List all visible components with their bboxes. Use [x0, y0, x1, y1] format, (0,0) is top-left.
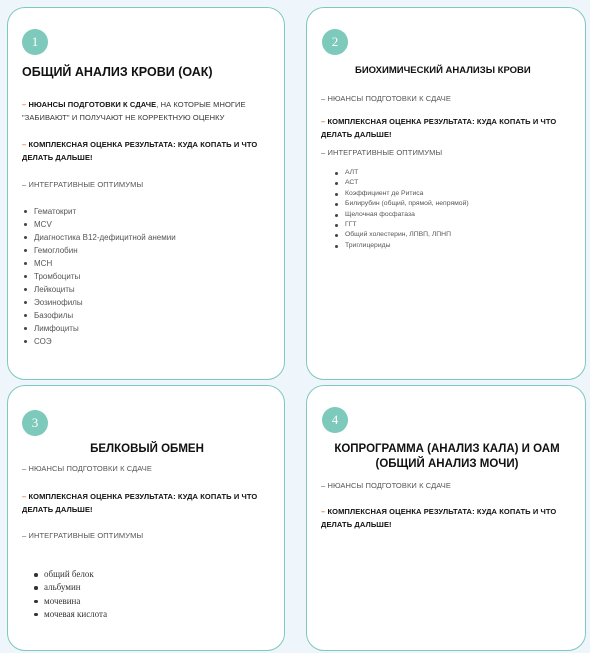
optimums-text: – ИНТЕГРАТИВНЫЕ ОПТИМУМЫ	[22, 531, 144, 540]
list-item: Лейкоциты	[34, 283, 284, 296]
list-item: Гематокрит	[34, 205, 284, 218]
list-item: Общий холестерин, ЛПВП, ЛПНП	[345, 230, 585, 240]
list-item: Базофилы	[34, 309, 284, 322]
list-item: Эозинофилы	[34, 296, 284, 309]
list-item: альбумин	[44, 581, 284, 594]
nuances-text: – НЮАНСЫ ПОДГОТОВКИ К СДАЧЕ	[321, 481, 451, 490]
dash-marker: –	[321, 117, 326, 126]
card-4	[306, 385, 586, 651]
assessment-bold: КОМПЛЕКСНАЯ ОЦЕНКА РЕЗУЛЬТАТА: КУДА КОПАТЬ И ЧТО ДЕЛАТЬ ДАЛЬШЕ!	[22, 492, 258, 514]
list-item: Лимфоциты	[34, 322, 284, 335]
assessment-bold: КОМПЛЕКСНАЯ ОЦЕНКА РЕЗУЛЬТАТА: КУДА КОПАТЬ И ЧТО ДЕЛАТЬ ДАЛЬШЕ!	[321, 117, 557, 139]
card-3	[7, 385, 285, 651]
card-1	[7, 7, 285, 380]
dash-marker: –	[22, 492, 27, 501]
card-title: БИОХИМИЧЕСКИЙ АНАЛИЗЫ КРОВИ	[355, 65, 531, 76]
list-item: Триглицериды	[345, 241, 585, 251]
assessment-text	[22, 138, 272, 164]
card-title-line-2: (ОБЩИЙ АНАЛИЗ МОЧИ)	[375, 458, 519, 470]
list-item: Диагностика В12-дефицитной анемии	[34, 231, 284, 244]
analysis-list	[333, 168, 585, 251]
list-item: мочевина	[44, 595, 284, 608]
optimums-text: – ИНТЕГРАТИВНЫЕ ОПТИМУМЫ	[22, 180, 144, 189]
list-item: СОЭ	[34, 335, 284, 348]
list-item: Тромбоциты	[34, 270, 284, 283]
nuances-text: – НЮАНСЫ ПОДГОТОВКИ К СДАЧЕ	[22, 464, 152, 473]
list-item: Гемоглобин	[34, 244, 284, 257]
list-item: МСН	[34, 257, 284, 270]
list-item: MCV	[34, 218, 284, 231]
card-number-badge: 2	[322, 29, 348, 55]
analysis-list	[22, 205, 284, 348]
dash-marker: –	[22, 100, 27, 109]
card-number-badge: 1	[22, 29, 48, 55]
list-item: АСТ	[345, 178, 585, 188]
assessment-text	[321, 505, 571, 531]
card-2	[306, 7, 586, 380]
card-title: БЕЛКОВЫЙ ОБМЕН	[90, 443, 204, 455]
dash-marker: –	[22, 140, 27, 149]
list-item: ГГТ	[345, 220, 585, 230]
list-item: мочевая кислота	[44, 608, 284, 621]
assessment-bold: КОМПЛЕКСНАЯ ОЦЕНКА РЕЗУЛЬТАТА: КУДА КОПАТЬ И ЧТО ДЕЛАТЬ ДАЛЬШЕ!	[22, 140, 258, 162]
assessment-text	[321, 115, 571, 141]
list-item: Билирубин (общий, прямой, непрямой)	[345, 199, 585, 209]
assessment-text	[22, 490, 272, 516]
list-item: общий белок	[44, 568, 284, 581]
nuances-bold: НЮАНСЫ ПОДГОТОВКИ К СДАЧЕ	[28, 100, 157, 109]
card-number-badge: 4	[322, 407, 348, 433]
list-item: Коэффициент де Ритиса	[345, 189, 585, 199]
card-title-line-1: КОПРОГРАММА (АНАЛИЗ КАЛА) И ОАМ	[334, 443, 560, 455]
dash-marker: –	[321, 507, 326, 516]
nuances-text	[22, 98, 272, 124]
analysis-list	[32, 568, 284, 621]
optimums-text: – ИНТЕГРАТИВНЫЕ ОПТИМУМЫ	[321, 148, 443, 157]
card-title: ОБЩИЙ АНАЛИЗ КРОВИ (ОАК)	[22, 65, 213, 79]
list-item: Щелочная фосфатаза	[345, 210, 585, 220]
nuances-text: – НЮАНСЫ ПОДГОТОВКИ К СДАЧЕ	[321, 94, 451, 103]
list-item: АЛТ	[345, 168, 585, 178]
card-number-badge: 3	[22, 410, 48, 436]
assessment-bold: КОМПЛЕКСНАЯ ОЦЕНКА РЕЗУЛЬТАТА: КУДА КОПАТЬ И ЧТО ДЕЛАТЬ ДАЛЬШЕ!	[321, 507, 557, 529]
nuances-rest: , НА КОТОРЫЕ МНОГИЕ "ЗАБИВАЮТ" И ПОЛУЧАЮТ НЕ КОРРЕКТНУЮ ОЦЕНКУ	[22, 100, 246, 122]
